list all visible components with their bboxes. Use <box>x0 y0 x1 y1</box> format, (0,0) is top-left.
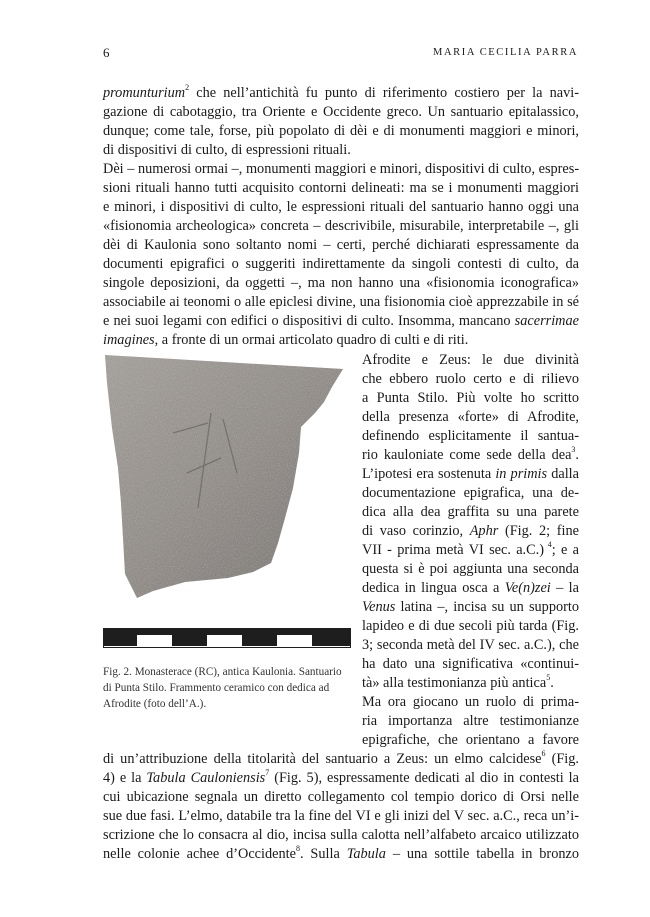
text-line: Venus latina –, incisa su un supporto <box>362 599 579 615</box>
text-line: di dispositivi di culto, di espressioni rituali. <box>103 142 351 158</box>
text-line: cui ubicazione segnala un diretto collegamento col tempio dorico di Orsi nelle <box>103 789 579 805</box>
caption-line: Fig. 2. Monasterace (RC), antica Kaulonia. Santuario <box>103 666 342 678</box>
text-line: definendo esplicitamente il santua- <box>362 428 579 444</box>
caption-line: di Punta Stilo. Frammento ceramico con dedica ad <box>103 682 330 694</box>
text-line: dèi di Kaulonia sono soltanto nomi – certi, perché dichiarati espressamente da <box>103 237 579 253</box>
text-line: e minori, i dispositivi di culto, le espressioni rituali del santuario hanno oggi una <box>103 199 579 215</box>
text-line: e nei suoi legami con edifici o dispositivi di culto. Insomma, mancano sacerrimae <box>103 313 579 329</box>
fragment-shape <box>105 355 343 598</box>
figure-caption <box>103 664 353 712</box>
scale-bar <box>104 629 351 648</box>
text-line: associabile ai teonomi o alle epiclesi divine, una fisionomia cioè apprezzabile in sé <box>103 294 579 310</box>
text-line: dunque; come tale, forse, più popolato di dèi e di monumenti maggiori e minori, <box>103 123 579 139</box>
text-line: VII - prima metà VI sec. a.C.) $^4$; e a <box>362 540 580 558</box>
running-header-author: MARIA CECILIA PARRA <box>433 47 578 58</box>
text-line: sioni rituali hanno tutti acquisito contorni delineati: ma se i monumenti maggiori <box>103 180 579 196</box>
text-line: «fisionomia archeologica» concreta – descrivibile, misurabile, interpretabile –, gli <box>103 218 579 234</box>
text-line: imagines, a fronte di un ormai articolato quadro di culti e di riti. <box>103 332 469 348</box>
text-line: documentazione epigrafica, una de- <box>362 485 579 501</box>
text-line: sue due fasi. L’elmo, databile tra la fine del VI e gli inizi del V sec. a.C., reca un’i- <box>103 808 579 824</box>
caption-line: Afrodite (foto dell’A.). <box>103 698 207 710</box>
text-line: dedica in lingua osca a Ve(n)zei – la <box>362 580 579 596</box>
text-line: ha dato una significativa «continui- <box>362 656 579 672</box>
text-line: promunturium$^2$ che nell’antichità fu punto di riferimento costiero per la navi- <box>103 83 579 101</box>
text-line: gazione di cabotaggio, tra Oriente e Occidente greco. Un santuario epitalassico, <box>103 104 579 120</box>
text-line: nelle colonie achee d’Occidente$^8$. Sulla Tabula – una sottile tabella in bronzo <box>103 844 579 862</box>
text-line: ria importanza altre testimonianze <box>362 713 579 729</box>
text-line: a Punta Stilo. Più volte ho scritto <box>362 390 579 406</box>
text-line: tà» alla testimonianza più antica$^5$. <box>362 673 554 691</box>
text-line: 3; seconda metà del IV sec. a.C.), che <box>362 637 579 653</box>
text-line: 4) e la Tabula Cauloniensis$^7$ (Fig. 5), espressamente dedicati al dio in contesti la <box>103 768 579 786</box>
text-line: Dèi – numerosi ormai –, monumenti maggiori e minori, dispositivi di culto, espres- <box>103 161 580 177</box>
text-line: singole deposizioni, da oggetti –, ma non hanno una «fisionomia iconografica» <box>103 275 579 291</box>
text-line: che ebbero ruolo certo e di rilievo <box>362 371 579 387</box>
text-line: questa si è poi aggiunta una seconda <box>362 561 579 577</box>
text-line: Ma ora giocano un ruolo di prima- <box>362 694 579 710</box>
text-line: scrizione che lo consacra al dio, incisa sulla calotta nell’alfabeto arcaico utilizzato <box>103 827 579 843</box>
page-number: 6 <box>103 45 110 60</box>
figure-2-photo <box>103 353 351 649</box>
text-line: di un’attribuzione della titolarità del santuario a Zeus: un elmo calcidese$^6$ (Fig. <box>103 749 579 767</box>
text-line: lapideo e di due secoli più tarda (Fig. <box>362 618 579 634</box>
text-line: L’ipotesi era sostenuta in primis dalla <box>362 466 579 482</box>
text-line: documenti epigrafici o suggeriti indirettamente da singoli contesti di culto, da <box>103 256 579 272</box>
text-line: rio kauloniate come sede della dea$^3$. <box>362 445 579 463</box>
text-line: dica alla dea graffita su una parete <box>362 504 579 520</box>
text-line: Afrodite e Zeus: le due divinità <box>362 352 579 368</box>
text-line: epigrafiche, che orientano a favore <box>362 732 579 748</box>
ceramic-fragment-image <box>103 353 351 649</box>
text-line: della presenza «forte» di Afrodite, <box>362 409 579 425</box>
text-line: di vaso corinzio, Aphr (Fig. 2; fine <box>362 523 579 539</box>
